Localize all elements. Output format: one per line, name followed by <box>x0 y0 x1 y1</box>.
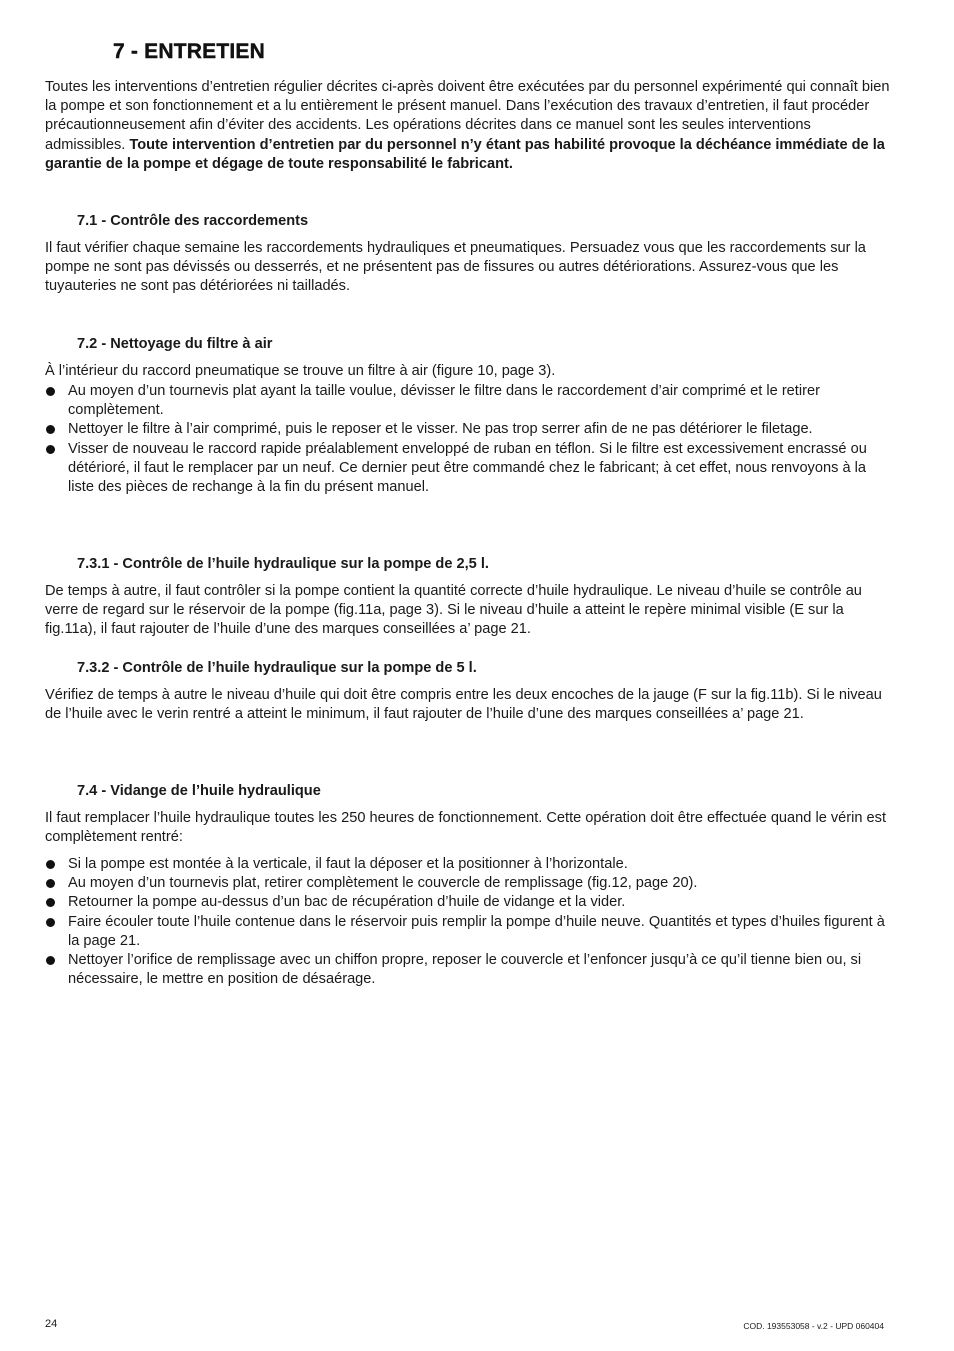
section-7-3-2-text: Vérifiez de temps à autre le niveau d’huile qui doit être compris entre les deux encoches de la jauge (F sur la fig.11b). Si le niveau de l’huile avec le verin rentré a atteint le minimum, il faut rajouter de l’huile d’une des marques conseillées a’ page 21. <box>45 687 882 723</box>
section-7-3-1-text: De temps à autre, il faut contrôler si la pompe contient la quantité correcte d’huile hydraulique. Le niveau d’huile se contrôle au verre de regard sur le réservoir de la pompe (fig.11a, page 3). Si le niveau d’huile a atteint le repère minimal visible (E sur la fig.11a), il faut rajouter de l’huile d’une des marques conseillées a’ page 21. <box>45 583 862 638</box>
section-7-3-2-title: 7.3.2 - Contrôle de l’huile hydraulique sur la pompe de 5 l. <box>77 660 477 676</box>
section-7-2-intro: À l’intérieur du raccord pneumatique se trouve un filtre à air (figure 10, page 3). <box>45 363 556 379</box>
list-item: Nettoyer le filtre à l’air comprimé, puis le reposer et le visser. Ne pas trop serrer afin de ne pas détériorer le filetage. <box>45 420 890 439</box>
bullet-icon <box>46 956 55 965</box>
section-7-4-list <box>45 855 890 989</box>
list-item: Retourner la pompe au-dessus d’un bac de récupération d’huile de vidange et la vider. <box>45 893 890 912</box>
chapter-title: 7 - ENTRETIEN <box>113 40 265 63</box>
list-item: Faire écouler toute l’huile contenue dans le réservoir puis remplir la pompe d’huile neuve. Quantités et types d’huiles figurent à la page 21. <box>45 913 890 951</box>
list-item: Au moyen d’un tournevis plat, retirer complètement le couvercle de remplissage (fig.12, page 20). <box>45 874 890 893</box>
section-7-1-text: Il faut vérifier chaque semaine les raccordements hydrauliques et pneumatiques. Persuadez vous que les raccordements sur la pompe ne sont pas dévissés ou desserrés, et ne présentent pas de fissures ou autres détériorations. Assurez-vous que les tuyauteries ne sont pas détériorées ni tailladés. <box>45 240 866 295</box>
page-number: 24 <box>45 1318 58 1330</box>
list-item: Visser de nouveau le raccord rapide préalablement enveloppé de ruban en téflon. Si le filtre est excessivement encrassé ou détérioré, il faut le remplacer par un neuf. Ce dernier peut être commandé chez le fabricant; à cet effet, nous renvoyons à la liste des pièces de rechange à la fin du présent manuel. <box>45 440 890 498</box>
intro-paragraph <box>45 78 890 174</box>
bullet-icon <box>46 879 55 888</box>
list-item: Au moyen d’un tournevis plat ayant la taille voulue, dévisser le filtre dans le raccordement d’air comprimé et le retirer complètement. <box>45 382 890 420</box>
bullet-icon <box>46 425 55 434</box>
document-code: COD. 193553058 - v.2 - UPD 060404 <box>743 1321 884 1331</box>
bullet-icon <box>46 387 55 396</box>
section-7-4-text: Il faut remplacer l’huile hydraulique toutes les 250 heures de fonctionnement. Cette opération doit être effectuée quand le vérin est complètement rentré: <box>45 810 887 846</box>
list-item: Si la pompe est montée à la verticale, il faut la déposer et la positionner à l’horizontale. <box>45 855 890 874</box>
section-7-4-title: 7.4 - Vidange de l’huile hydraulique <box>77 783 321 799</box>
intro-warning-bold: Toute intervention d’entretien par du personnel n’y étant pas habilité provoque la déchéance immédiate de la garantie de la pompe et dégage de toute responsabilité le fabricant. <box>45 136 885 172</box>
bullet-icon <box>46 445 55 454</box>
section-7-1-title: 7.1 - Contrôle des raccordements <box>77 213 309 229</box>
intro-text: Toutes les interventions d’entretien régulier décrites ci-après doivent être exécutées par du personnel expérimenté qui connaît bien la pompe et son fonctionnement et a lu entièrement le présent manuel. Dans l’exécution des travaux d’entretien, il faut procéder précautionneusement afin d’éviter des accidents. Les opérations décrites dans ce manuel sont les seules interventions admissibles. <box>45 79 890 153</box>
bullet-icon <box>46 918 55 927</box>
bullet-icon <box>46 898 55 907</box>
bullet-icon <box>46 860 55 869</box>
list-item: Nettoyer l’orifice de remplissage avec un chiffon propre, reposer le couvercle et l’enfoncer jusqu’à ce qu’il tienne bien ou, si nécessaire, le mettre en position de désaérage. <box>45 951 890 989</box>
section-7-3-1-title: 7.3.1 - Contrôle de l’huile hydraulique sur la pompe de 2,5 l. <box>77 556 489 572</box>
section-7-2-title: 7.2 - Nettoyage du filtre à air <box>77 336 273 352</box>
document-page <box>45 0 890 1351</box>
section-7-2-list <box>45 382 890 497</box>
